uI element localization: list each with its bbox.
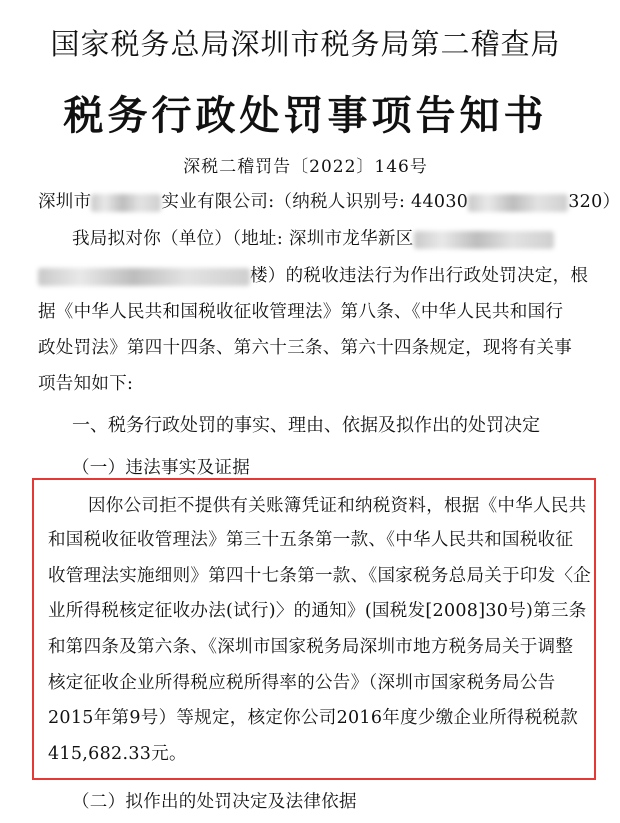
recipient-tail: 320） (568, 192, 620, 212)
intro-line-2 (38, 262, 588, 287)
evidence-line: 415,682.33元。 (48, 744, 187, 764)
intro-text: 楼）的税收违法行为作出行政处罚决定，根 (250, 266, 589, 286)
recipient-line (38, 188, 620, 213)
evidence-line: 业所得税核定征收办法(试行)〉的通知》(国税发[2008]30号)第三条 (48, 601, 587, 621)
evidence-line: 因你公司拒不提供有关账簿凭证和纳税资料，根据《中华人民共 (88, 496, 587, 516)
intro-line-4: 政处罚法》第四十四条、第六十三条、第六十四条规定，现将有关事 (38, 338, 572, 358)
subsection-heading-1: （一）违法事实及证据 (72, 458, 250, 478)
evidence-line: 收管理法实施细则》第四十七条第一款、《国家税务总局关于印发〈企 (48, 566, 592, 586)
recipient-suffix: 实业有限公司:（纳税人识别号: 44030 (161, 192, 469, 212)
redacted-company-name (91, 194, 161, 212)
evidence-line: 和国税收征收管理法》第三十五条第一款、《中华人民共和国税收征 (48, 530, 574, 550)
redacted-taxpayer-id (468, 194, 568, 212)
document-number: 深税二稽罚告〔2022〕146号 (183, 157, 428, 177)
subsection-heading-2: （二）拟作出的处罚决定及法律依据 (72, 792, 357, 812)
document-title: 税务行政处罚事项告知书 (63, 92, 548, 139)
evidence-line: 核定征收企业所得税应税所得率的公告》（深圳市国家税务局公告 (48, 673, 556, 693)
intro-text: 我局拟对你（单位）（地址: 深圳市龙华新区 (72, 229, 414, 249)
issuing-agency: 国家税务总局深圳市税务局第二稽查局 (50, 27, 561, 61)
section-heading: 一、税务行政处罚的事实、理由、依据及拟作出的处罚决定 (72, 415, 540, 436)
highlight-box (32, 478, 596, 780)
intro-line-5: 项告知如下: (38, 374, 134, 394)
redacted-address-continued (38, 268, 250, 286)
intro-line-3: 据《中华人民共和国税收征收管理法》第八条、《中华人民共和国行 (38, 302, 564, 322)
redacted-address (414, 231, 554, 249)
intro-line-1 (72, 225, 554, 250)
evidence-line: 2015年第9号）等规定，核定你公司2016年度少缴企业所得税税款 (48, 708, 579, 728)
recipient-prefix: 深圳市 (38, 192, 92, 212)
evidence-line: 和第四条及第六条、《深圳市国家税务局深圳市地方税务局关于调整 (48, 637, 574, 657)
